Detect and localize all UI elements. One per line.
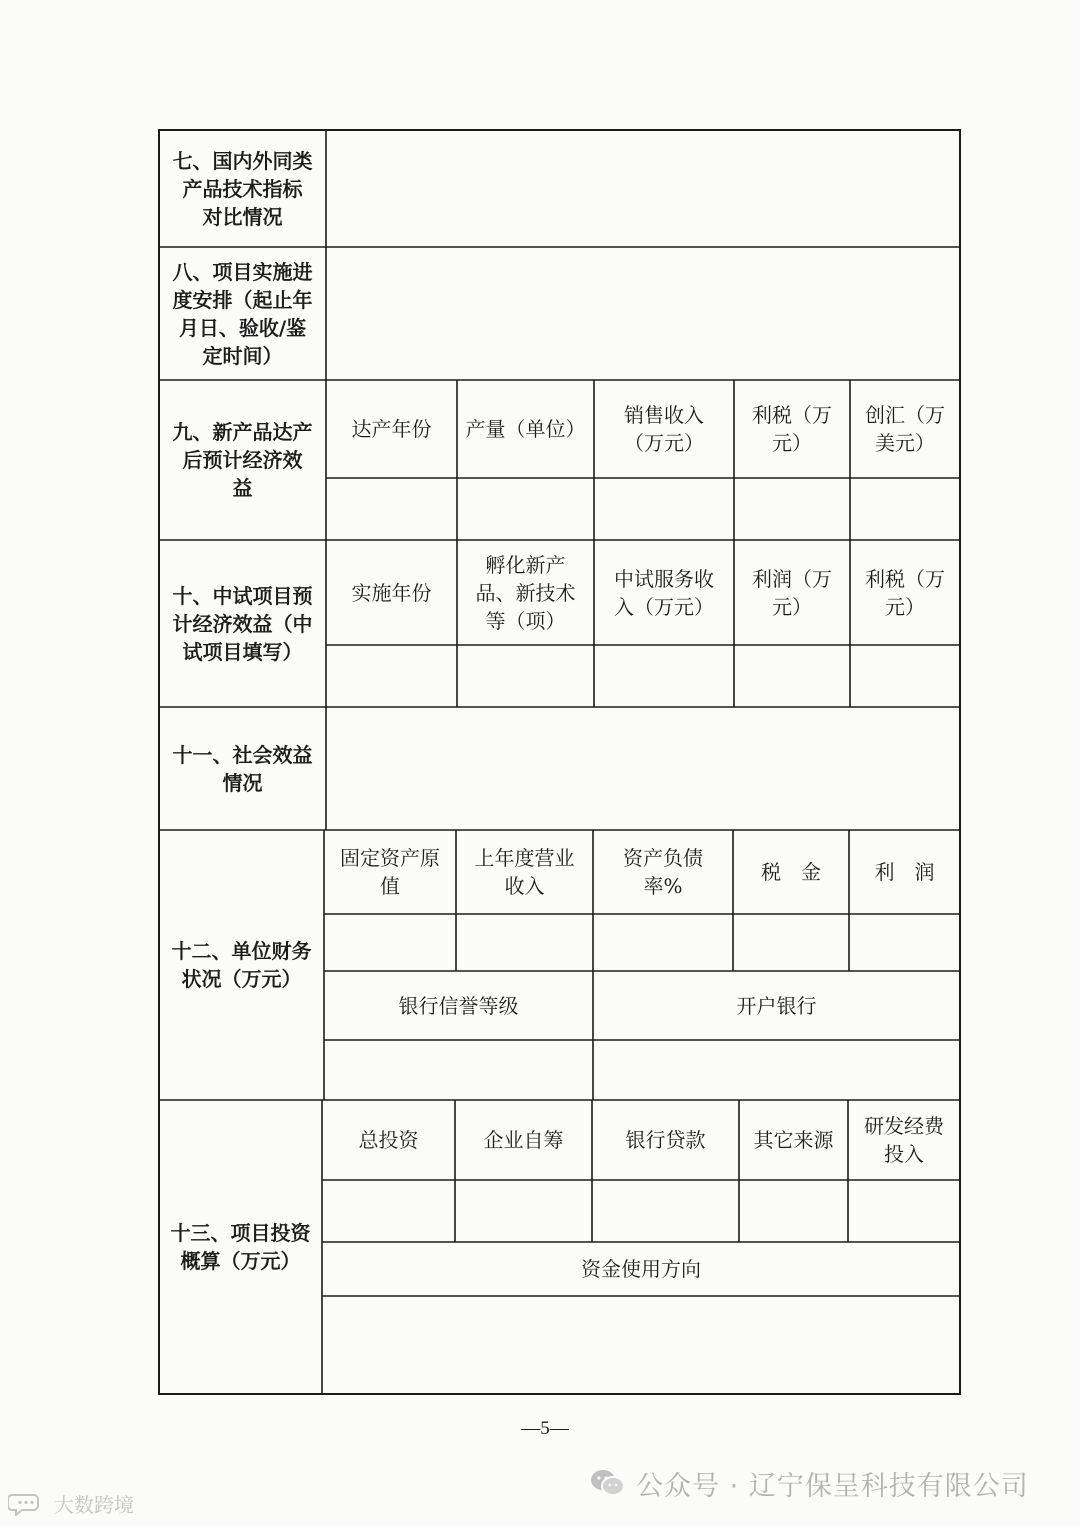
- header-fixed-assets: 固定资产原 值: [340, 846, 440, 898]
- header-last-year-revenue: 上年度营业 收入: [474, 846, 575, 898]
- header-self-raised: 企业自筹: [483, 1128, 564, 1152]
- page-number: —5—: [521, 1418, 569, 1439]
- header-other-sources: 其它来源: [753, 1128, 834, 1152]
- section-8-label: 八、项目实施进 度安排（起止年 月日、验收/鉴 定时间）: [172, 259, 313, 368]
- watermark-text-left: 大数跨境: [54, 1492, 134, 1517]
- chat-bubble-icon: [8, 1490, 50, 1516]
- header-foreign-exchange: 创汇（万 美元）: [865, 403, 945, 455]
- header-taxes: 税 金: [761, 860, 821, 884]
- header-bank-loan: 银行贷款: [625, 1128, 706, 1152]
- header-fund-usage: 资金使用方向: [581, 1257, 701, 1281]
- watermark-text-right: 公众号 · 辽宁保呈科技有限公司: [636, 1470, 1029, 1502]
- section-7-label: 七、国内外同类 产品技术指标 对比情况: [172, 148, 313, 229]
- header-bank-credit-rating: 银行信誉等级: [398, 993, 519, 1018]
- watermark-source: [8, 1488, 134, 1518]
- header-implementation-year: 实施年份: [351, 580, 432, 605]
- header-pilot-service-revenue: 中试服务收 入（万元）: [614, 566, 714, 619]
- header-debt-ratio: 资产负债 率%: [623, 846, 703, 898]
- header-profits: 利 润: [874, 860, 935, 884]
- header-sales-revenue: 销售收入 （万元）: [624, 403, 704, 455]
- header-profit-tax-pilot: 利税（万 元）: [865, 566, 945, 619]
- section-11-label: 十一、社会效益 情况: [172, 742, 313, 795]
- section-12-label: 十二、单位财务 状况（万元）: [171, 939, 312, 991]
- wechat-icon: [590, 1468, 626, 1498]
- header-output-unit: 产量（单位）: [465, 417, 586, 441]
- header-deposit-bank: 开户银行: [736, 993, 817, 1018]
- header-profit-tax: 利税（万 元）: [752, 403, 832, 455]
- header-production-year: 达产年份: [351, 417, 432, 441]
- header-rd-investment: 研发经费 投入: [864, 1114, 944, 1166]
- watermark-official-account: [590, 1463, 1029, 1503]
- header-total-investment: 总投资: [358, 1128, 419, 1152]
- section-10-label: 十、中试项目预 计经济效益（中 试项目填写）: [172, 583, 313, 664]
- header-profit: 利润（万 元）: [752, 566, 832, 619]
- section-9-label: 九、新产品达产 后预计经济效 益: [172, 420, 313, 500]
- section-13-label: 十三、项目投资 概算（万元）: [170, 1221, 311, 1273]
- header-incubated-products: 孵化新产 品、新技术 等（项）: [475, 552, 576, 633]
